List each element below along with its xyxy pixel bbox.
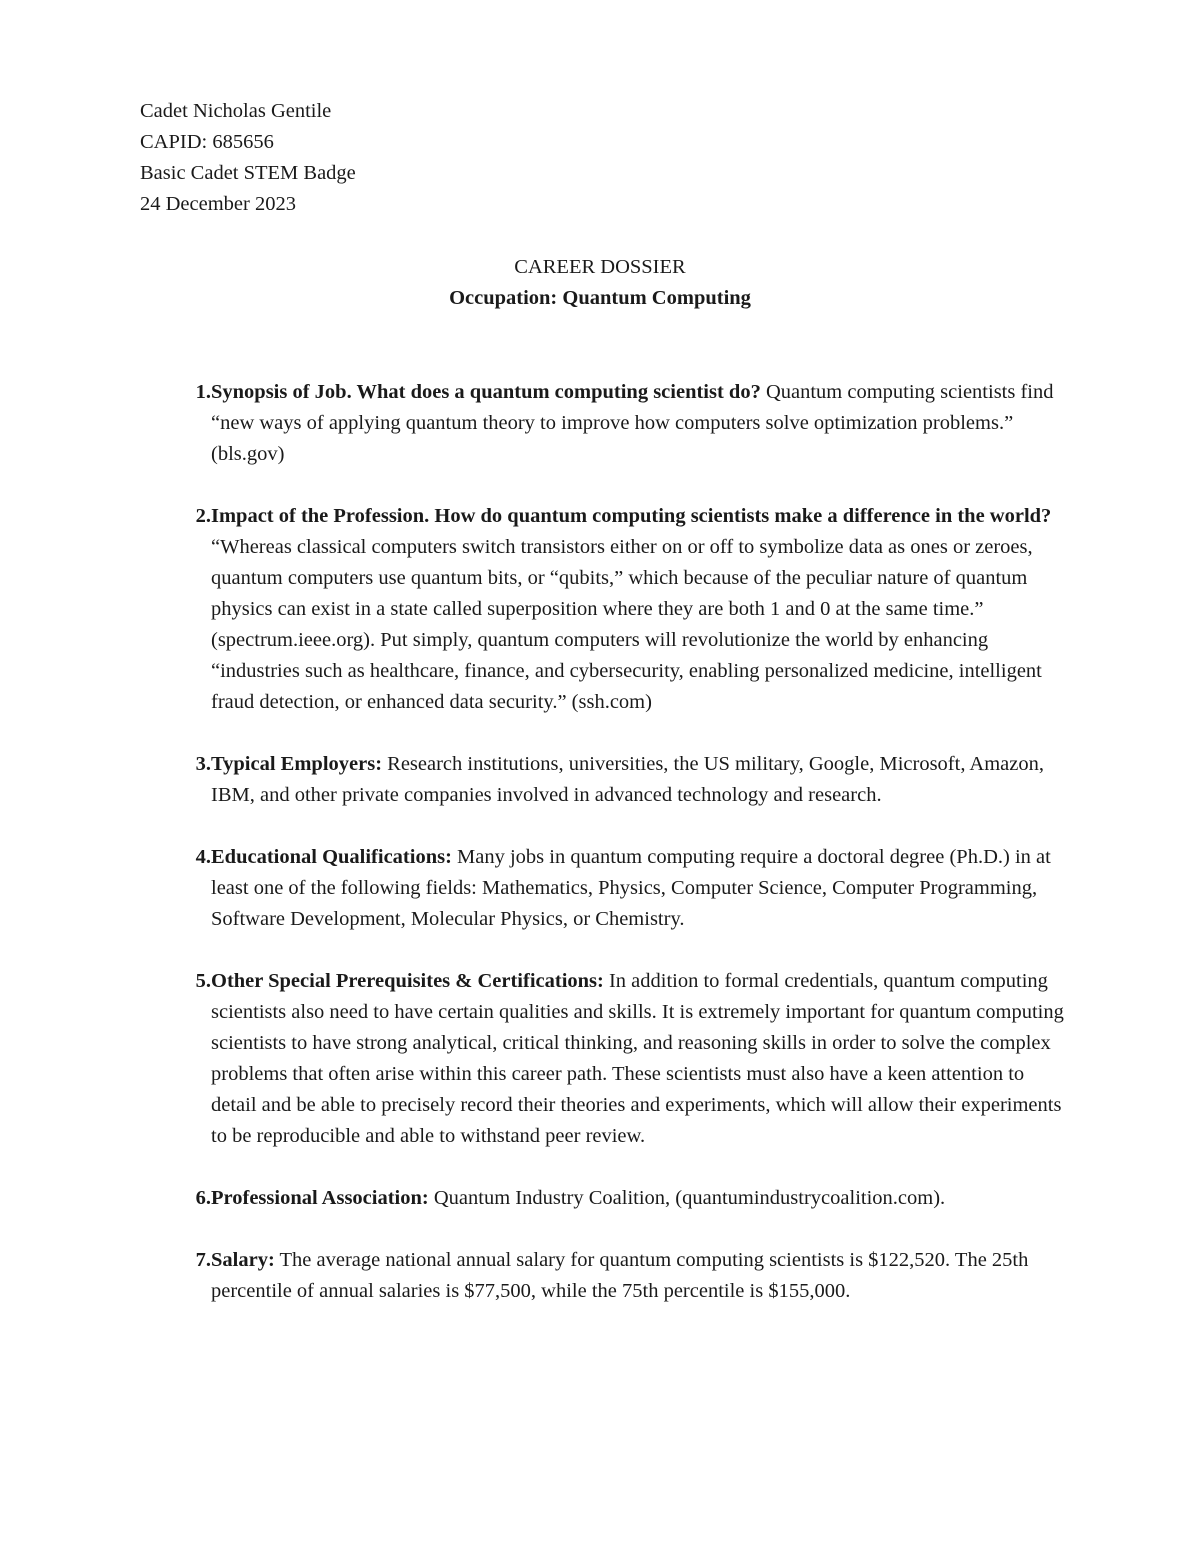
occupation-title: Occupation: Quantum Computing <box>449 287 751 309</box>
badge-name: Basic Cadet STEM Badge <box>140 162 356 184</box>
item-lead: Impact of the Profession. How do quantum computing scientists make a difference in the world? <box>211 505 1052 527</box>
item-lead: Synopsis of Job. What does a quantum computing scientist do? <box>211 381 761 403</box>
list-item <box>140 501 1070 718</box>
item-text <box>211 966 1070 1152</box>
list-item <box>140 1183 1070 1214</box>
item-lead: Educational Qualifications: <box>211 846 452 868</box>
list-item <box>140 749 1070 811</box>
item-number: 3. <box>195 753 211 775</box>
item-number: 4. <box>195 846 211 868</box>
list-item <box>140 1245 1070 1307</box>
document-date: 24 December 2023 <box>140 193 296 215</box>
item-body: Quantum Industry Coalition, (quantumindustrycoalition.com). <box>428 1187 946 1209</box>
item-lead: Other Special Prerequisites & Certifications: <box>211 970 604 992</box>
item-body: Quantum computing scientists find “new ways of applying quantum theory to improve how computers solve optimization problems.” (bls.gov) <box>211 381 1054 465</box>
header-block <box>140 96 356 220</box>
document-title: CAREER DOSSIER <box>514 256 686 278</box>
item-number: 1. <box>195 381 211 403</box>
item-body: Many jobs in quantum computing require a doctoral degree (Ph.D.) in at least one of the following fields: Mathematics, Physics, Computer Science, Computer Programming, Software Development, Molecular Physics, or Chemistry. <box>211 846 1051 930</box>
item-body: “Whereas classical computers switch transistors either on or off to symbolize data as ones or zeroes, quantum computers use quantum bits, or “qubits,” which because of the peculiar nature of quantum physics can exist in a state called superposition where they are both 1 and 0 at the same time.” (spectrum.ieee.org). Put simply, quantum computers will revolutionize the world by enhancing “industries such as healthcare, finance, and cybersecurity, enabling personalized medicine, intelligent fraud detection, or enhanced data security.” (ssh.com) <box>211 536 1042 713</box>
item-text <box>211 1245 1070 1307</box>
item-text <box>211 842 1070 935</box>
list-item <box>140 377 1070 470</box>
item-lead: Professional Association: <box>211 1187 429 1209</box>
item-text <box>211 1183 1070 1214</box>
list-item <box>140 842 1070 935</box>
dossier-list <box>140 377 1070 1338</box>
item-lead: Salary: <box>211 1249 275 1271</box>
item-lead: Typical Employers: <box>211 753 383 775</box>
item-number: 7. <box>195 1249 211 1271</box>
list-item <box>140 966 1070 1152</box>
item-number: 5. <box>195 970 211 992</box>
item-number: 6. <box>195 1187 211 1209</box>
item-text <box>211 501 1070 718</box>
item-text <box>211 377 1070 470</box>
item-body: Research institutions, universities, the US military, Google, Microsoft, Amazon, IBM, and other private companies involved in advanced technology and research. <box>211 753 1045 806</box>
item-body: The average national annual salary for quantum computing scientists is $122,520. The 25th percentile of annual salaries is $77,500, while the 75th percentile is $155,000. <box>211 1249 1029 1302</box>
item-body: In addition to formal credentials, quantum computing scientists also need to have certain qualities and skills. It is extremely important for quantum computing scientists to have strong analytical, critical thinking, and reasoning skills in order to solve the complex problems that often arise within this career path. These scientists must also have a keen attention to detail and be able to precisely record their theories and experiments, which will allow their experiments to be reproducible and able to withstand peer review. <box>211 970 1064 1147</box>
item-number: 2. <box>195 505 211 527</box>
capid: CAPID: 685656 <box>140 131 274 153</box>
cadet-name: Cadet Nicholas Gentile <box>140 100 332 122</box>
item-text <box>211 749 1070 811</box>
title-block <box>0 252 1200 314</box>
